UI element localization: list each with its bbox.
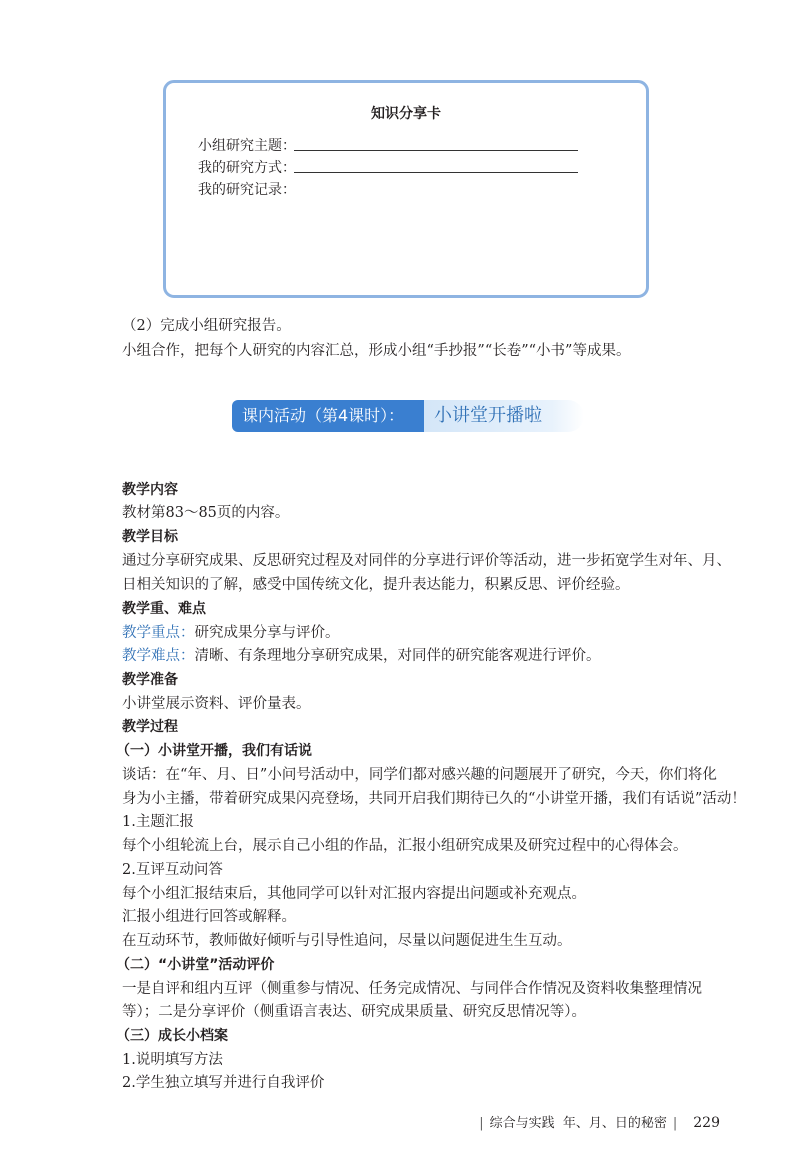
key-point-row	[122, 623, 340, 643]
heading-process: 教学过程	[122, 719, 178, 735]
item-2-text-2: 汇报小组进行回答或解释。	[122, 909, 296, 925]
section-3-item-2: 2.学生独立填写并进行自我评价	[122, 1075, 325, 1091]
section-1-line-2: 身为小主播，带着研究成果闪亮登场，共同开启我们期待已久的“小讲堂开播，我们有话说”活动！	[122, 791, 746, 807]
section-2-line-1: 一是自评和组内互评（侧重参与情况、任务完成情况、与同伴合作情况及资料收集整理情况	[122, 981, 702, 997]
goals-line-2: 日相关知识的了解，感受中国传统文化，提升表达能力，积累反思、评价经验。	[122, 577, 630, 593]
item-1-title: 1.主题汇报	[122, 814, 194, 830]
difficulty-row	[122, 646, 601, 666]
step2-title: （2）完成小组研究报告。	[122, 318, 291, 334]
footer-divider-2: |	[672, 1116, 678, 1131]
section-2-line-2: 等）；二是分享评价（侧重语言表达、研究成果质量、研究反思情况等）。	[122, 1004, 586, 1020]
record-label: 我的研究记录：	[198, 182, 296, 198]
page-number: 229	[693, 1115, 720, 1131]
page-footer	[473, 1112, 720, 1131]
banner-lesson-title: 小讲堂开播啦	[424, 400, 584, 432]
section-3-title: （三）成长小档案	[116, 1028, 228, 1044]
method-blank-line	[294, 172, 578, 173]
prep-text: 小讲堂展示资料、评价量表。	[122, 696, 311, 712]
item-2-title: 2.互评互动问答	[122, 862, 223, 878]
key-point-label: 教学重点：	[122, 625, 195, 641]
heading-goals: 教学目标	[122, 529, 178, 545]
method-label: 我的研究方式：	[198, 160, 296, 176]
section-1-line-1: 谈话：在“年、月、日”小问号活动中，同学们都对感兴趣的问题展开了研究，今天，你们将化	[122, 767, 717, 783]
knowledge-share-card	[163, 80, 649, 298]
footer-section: 综合与实践	[489, 1116, 555, 1131]
difficulty-label: 教学难点：	[122, 648, 195, 664]
topic-label: 小组研究主题：	[198, 138, 296, 154]
footer-divider: |	[479, 1116, 484, 1131]
section-1-title: （一）小讲堂开播，我们有话说	[116, 743, 312, 759]
topic-blank-line	[294, 150, 578, 151]
heading-teaching-content: 教学内容	[122, 482, 178, 498]
footer-chapter: 年、月、日的秘密	[562, 1116, 667, 1131]
heading-key-points: 教学重、难点	[122, 601, 206, 617]
difficulty-text: 清晰、有条理地分享研究成果，对同伴的研究能客观进行评价。	[194, 648, 601, 664]
heading-prep: 教学准备	[122, 672, 178, 688]
key-point-text: 研究成果分享与评价。	[194, 625, 340, 641]
step2-desc: 小组合作，把每个人研究的内容汇总，形成小组“手抄报”“长卷”“小书”等成果。	[122, 343, 631, 359]
item-1-text: 每个小组轮流上台，展示自己小组的作品，汇报小组研究成果及研究过程中的心得体会。	[122, 838, 688, 854]
item-2-text-3: 在互动环节，教师做好倾听与引导性追问，尽量以问题促进生生互动。	[122, 933, 572, 949]
item-2-text-1: 每个小组汇报结束后，其他同学可以针对汇报内容提出问题或补充观点。	[122, 886, 586, 902]
teaching-content-text: 教材第83～85页的内容。	[122, 505, 290, 521]
goals-line-1: 通过分享研究成果、反思研究过程及对同伴的分享进行评价等活动，进一步拓宽学生对年、月、	[122, 553, 731, 569]
section-3-item-1: 1.说明填写方法	[122, 1052, 223, 1068]
card-title: 知识分享卡	[371, 106, 441, 122]
lesson-banner	[232, 400, 584, 432]
banner-lesson-label: 课内活动（第4课时）：	[232, 400, 424, 432]
section-2-title: （二）“小讲堂”活动评价	[116, 957, 275, 973]
